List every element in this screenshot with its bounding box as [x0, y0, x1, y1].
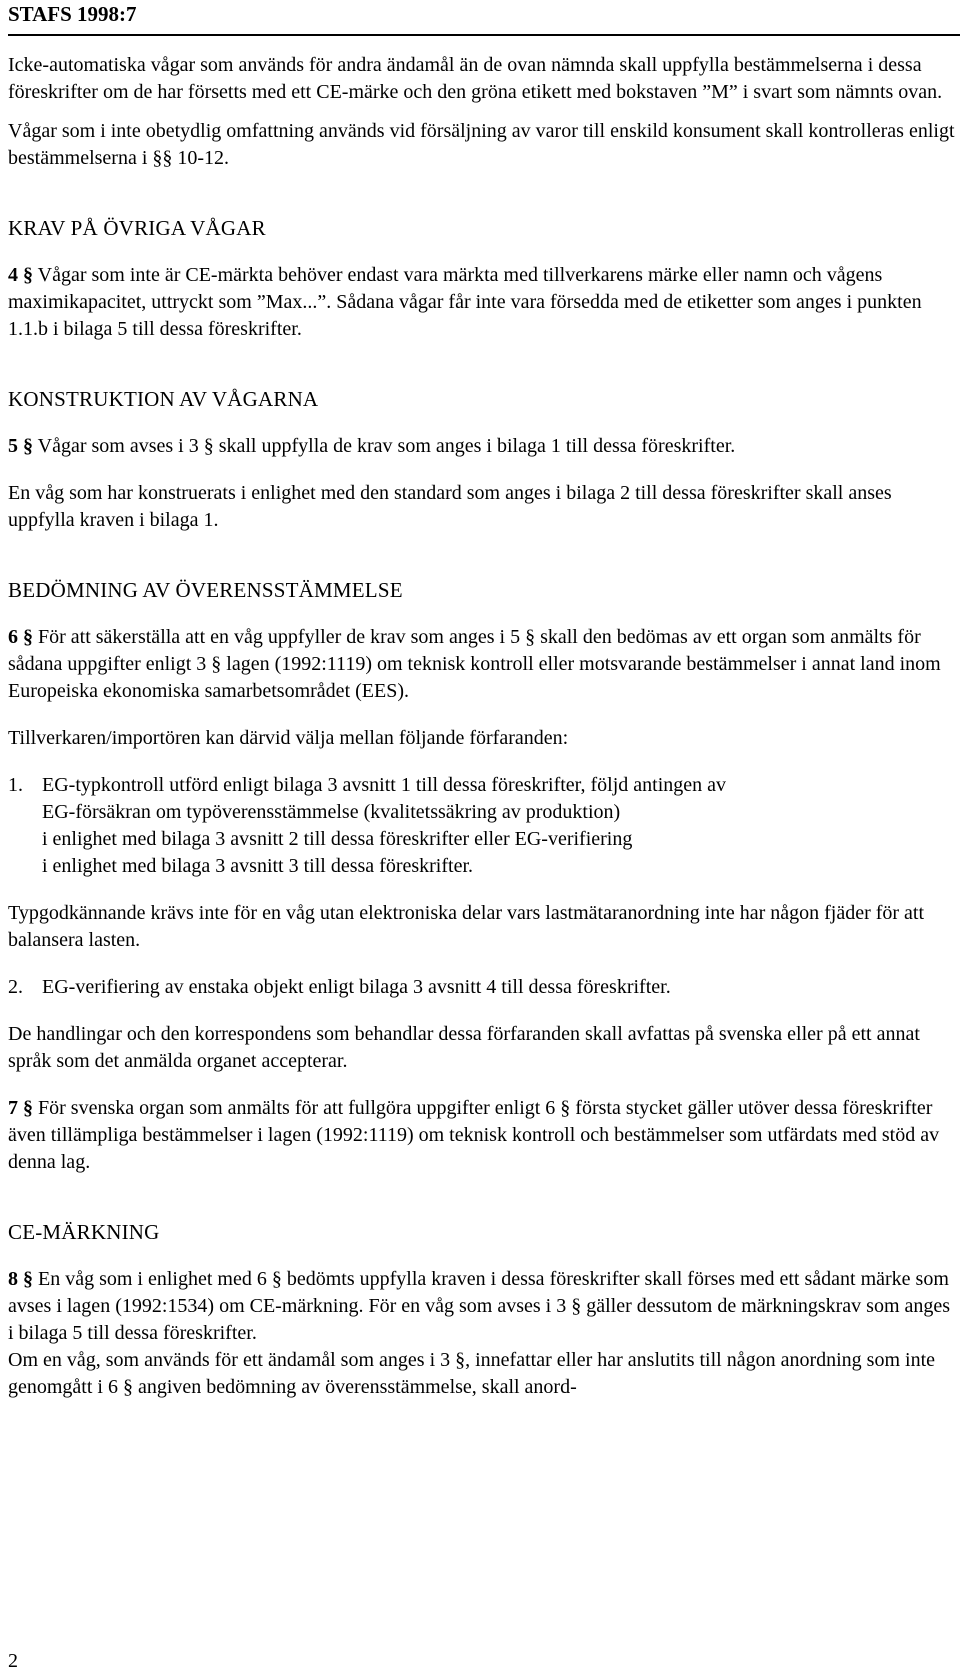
- section-number: 7 §: [8, 1097, 33, 1119]
- paragraph-consumer-scales: Vågar som i inte obetydlig omfattning används vid försäljning av varor till enskild konsument skall kontrolleras enligt bestämmelserna i §§ 10-12.: [8, 120, 955, 169]
- list-item: [8, 974, 956, 1001]
- section-number: 8 §: [8, 1268, 33, 1290]
- heading-conformity: BEDÖMNING AV ÖVERENSSTÄMMELSE: [8, 578, 403, 602]
- document-title: STAFS 1998:7: [8, 2, 137, 26]
- section-number: 5 §: [8, 435, 33, 457]
- list-number: 1.: [8, 774, 23, 796]
- heading-ce-marking: CE-MÄRKNING: [8, 1220, 160, 1244]
- paragraph-intro: Icke-automatiska vågar som används för andra ändamål än de ovan nämnda skall uppfylla bestämmelserna i dessa föreskrifter om de har försetts med ett CE-märke och den gröna etikett med bokstaven ”M” i svart som nämnts ovan.: [8, 54, 943, 103]
- heading-construction: KONSTRUKTION AV VÅGARNA: [8, 387, 319, 411]
- document-body: [8, 52, 956, 1401]
- paragraph-device: Om en våg, som används för ett ändamål som anges i 3 §, innefattar eller har anslutits till någon anordning som inte genomgått i 6 § angiven bedömning av överensstämmelse, skall anord-: [8, 1349, 936, 1398]
- list-line: i enlighet med bilaga 3 avsnitt 2 till dessa föreskrifter eller EG-verifiering: [42, 828, 633, 850]
- document-header: [8, 0, 960, 36]
- section-4: [8, 262, 956, 343]
- section-5: [8, 433, 956, 460]
- section-number: 6 §: [8, 626, 33, 648]
- section-8: [8, 1266, 956, 1347]
- paragraph-procedures-intro: Tillverkaren/importören kan därvid välja mellan följande förfaranden:: [8, 727, 569, 749]
- section-text: För att säkerställa att en våg uppfyller de krav som anges i 5 § skall den bedömas av ett organ som anmälts för sådana uppgifter enligt 3 § lagen (1992:1119) om teknisk kontroll eller motsvarande bestämmelser i annat land inom Europeiska ekonomiska samarbetsområdet (EES).: [8, 626, 941, 702]
- paragraph-standard: En våg som har konstruerats i enlighet med den standard som anges i bilaga 2 till dessa föreskrifter skall anses uppfylla kraven i bilaga 1.: [8, 482, 892, 531]
- section-text: Vågar som avses i 3 § skall uppfylla de krav som anges i bilaga 1 till dessa föreskrifter.: [37, 435, 736, 457]
- section-number: 4 §: [8, 264, 33, 286]
- list-number: 2.: [8, 976, 23, 998]
- section-text: Vågar som inte är CE-märkta behöver endast vara märkta med tillverkarens märke eller namn och vågens maximikapacitet, uttryckt som ”Max...”. Sådana vågar får inte vara försedda med de etiketter som anges i punkten 1.1.b i bilaga 5 till dessa föreskrifter.: [8, 264, 922, 340]
- section-6: [8, 624, 956, 705]
- paragraph-type-approval: Typgodkännande krävs inte för en våg utan elektroniska delar vars lastmätaranordning inte har någon fjäder för att balansera lasten.: [8, 902, 925, 951]
- list-line: EG-verifiering av enstaka objekt enligt bilaga 3 avsnitt 4 till dessa föreskrifter.: [42, 976, 671, 998]
- list-line: EG-försäkran om typöverensstämmelse (kvalitetssäkring av produktion): [42, 801, 621, 823]
- list-item: [8, 772, 956, 880]
- heading-other-scales: KRAV PÅ ÖVRIGA VÅGAR: [8, 216, 266, 240]
- list-line: i enlighet med bilaga 3 avsnitt 3 till dessa föreskrifter.: [42, 855, 474, 877]
- paragraph-language: De handlingar och den korrespondens som behandlar dessa förfaranden skall avfattas på svenska eller på ett annat språk som det anmälda organet accepterar.: [8, 1023, 920, 1072]
- section-7: [8, 1095, 956, 1176]
- section-text: För svenska organ som anmälts för att fullgöra uppgifter enligt 6 § första stycket gäller utöver dessa föreskrifter även tillämpliga bestämmelser i lagen (1992:1119) om teknisk kontroll och bestämmelser som utfärdats med stöd av denna lag.: [8, 1097, 940, 1173]
- list-line: EG-typkontroll utförd enligt bilaga 3 avsnitt 1 till dessa föreskrifter, följd antingen av: [42, 774, 727, 796]
- section-text: En våg som i enlighet med 6 § bedömts uppfylla kraven i dessa föreskrifter skall förses med ett sådant märke som avses i lagen (1992:1534) om CE-märkning. För en våg som avses i 3 § gäller dessutom de märkningskrav som anges i bilaga 5 till dessa föreskrifter.: [8, 1268, 951, 1344]
- page-number: 2: [8, 1650, 18, 1672]
